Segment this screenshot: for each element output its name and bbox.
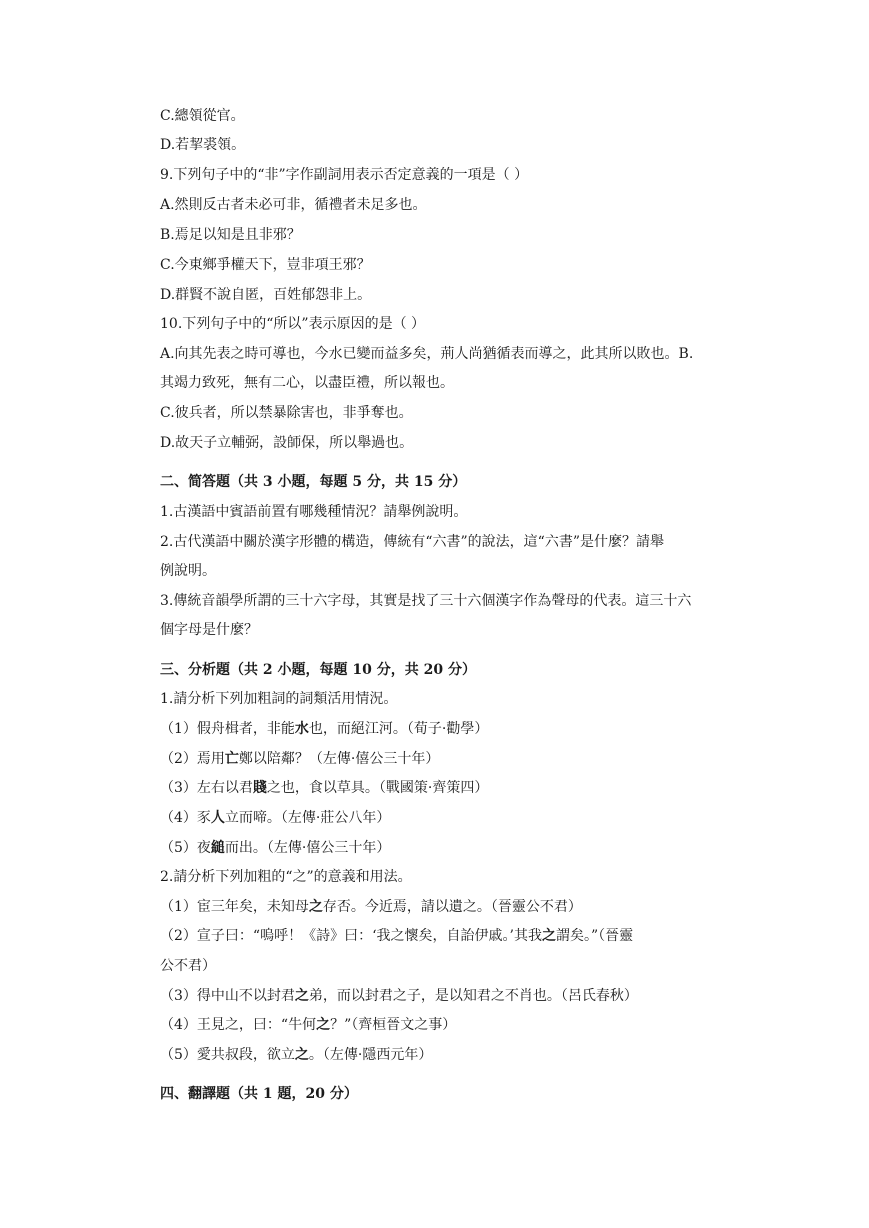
s3-q1-item: （3）左右以君賤之也，食以草具。（戰國策·齊策四）: [160, 780, 489, 796]
s3-q1-item: （2）焉用亡鄭以陪鄰？（左傳·僖公三十年）: [160, 751, 440, 767]
q10-stem: 10.下列句子中的“所以”表示原因的是（ ）: [160, 316, 426, 332]
s3-q2-item-cont: 公不君）: [160, 958, 216, 974]
s3-question-2: 2.請分析下列加粗的“之”的意義和用法。: [160, 869, 412, 885]
s3-q1-item: （5）夜縋而出。（左傳·僖公三十年）: [160, 840, 391, 856]
s3-q2-item: （5）愛共叔段，欲立之。（左傳·隱西元年）: [160, 1047, 433, 1063]
q9-option-d: D.群賢不說自匿，百姓郁怨非上。: [160, 287, 372, 303]
s3-q2-item: （3）得中山不以封君之弟，而以封君之子，是以知君之不肖也。（呂氏春秋）: [160, 988, 638, 1004]
s2-question-2: 2.古代漢語中關於漢字形體的構造，傳統有“六書”的說法，這“六書”是什麼？請舉: [160, 534, 664, 550]
s3-q2-item: （4）王見之，曰：“牛何之？”（齊桓晉文之事）: [160, 1017, 457, 1033]
s3-q2-item: （1）宦三年矣，未知母之存否。今近焉，請以遺之。（晉靈公不君）: [160, 899, 582, 915]
s2-question-2-cont: 例說明。: [160, 563, 216, 579]
s3-q2-item: （2）宣子曰：“嗚呼！《詩》曰：‘我之懷矣，自詒伊戚。’其我之謂矣。”（晉靈: [160, 928, 634, 944]
section-3-heading: 三、分析題（共 2 小題，每題 10 分，共 20 分）: [160, 662, 476, 678]
s2-question-3-cont: 個字母是什麼？: [160, 622, 258, 638]
s2-question-1: 1.古漢語中賓語前置有哪幾種情況？請舉例說明。: [160, 504, 468, 520]
q10-option-b-cont: 其竭力致死，無有二心，以盡臣禮，所以報也。: [160, 375, 454, 391]
q9-option-c: C.今東鄉爭權天下，豈非項王邪？: [160, 257, 371, 273]
q8-option-d: D.若挈裘領。: [160, 137, 246, 153]
q8-option-c: C.總領從官。: [160, 108, 245, 124]
s3-q1-item: （1）假舟楫者，非能水也，而絕江河。（荀子·勸學）: [160, 721, 489, 737]
s3-q1-item: （4）豕人立而啼。（左傳·莊公八年）: [160, 810, 391, 826]
s3-question-1: 1.請分析下列加粗詞的詞類活用情況。: [160, 691, 398, 707]
q10-option-d: D.故天子立輔弼，設師保，所以舉過也。: [160, 435, 414, 451]
q9-stem: 9.下列句子中的“非”字作副詞用表示否定意義的一項是（ ）: [160, 167, 529, 183]
q9-option-a: A.然則反古者未必可非，循禮者未足多也。: [160, 197, 427, 213]
q10-option-c: C.彼兵者，所以禁暴除害也，非爭奪也。: [160, 405, 413, 421]
section-4-heading: 四、翻譯題（共 1 題，20 分）: [160, 1086, 358, 1102]
section-2-heading: 二、简答題（共 3 小題，每題 5 分，共 15 分）: [160, 474, 467, 490]
s2-question-3: 3.傳統音韻學所謂的三十六字母，其實是找了三十六個漢字作為聲母的代表。這三十六: [160, 593, 692, 609]
q10-option-a-b: A.向其先表之時可導也，今水已變而益多矣，荊人尚猶循表而導之，此其所以敗也。B.: [160, 346, 694, 362]
q9-option-b: B.焉足以知是且非邪？: [160, 227, 301, 243]
